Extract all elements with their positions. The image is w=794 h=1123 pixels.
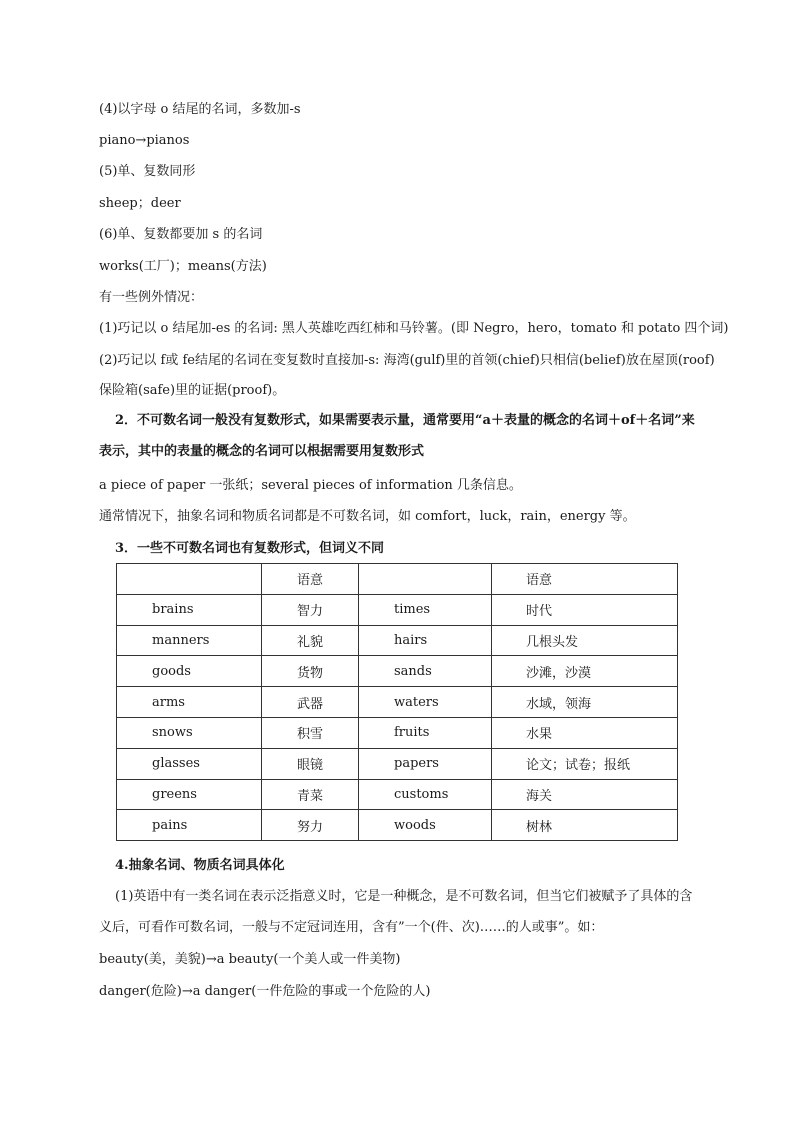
table-cell: brains [117, 594, 262, 625]
table-cell: sands [359, 656, 492, 687]
table-cell: papers [359, 748, 492, 779]
table-row [117, 810, 678, 841]
text-line-l17: (1)英语中有一类名词在表示泛指意义时，它是一种概念，是不可数名词，但当它们被赋予了具体的含 [115, 889, 693, 904]
table-row [117, 779, 678, 810]
table-cell: 语意 [262, 564, 359, 595]
text-line-l11: 2．不可数名词一般没有复数形式，如果需要表示量，通常要用“a＋表量的概念的名词＋of＋名词”来 [115, 413, 695, 428]
table-cell: 水果 [492, 717, 678, 748]
table-cell: 时代 [492, 594, 678, 625]
text-line-l14: 通常情况下，抽象名词和物质名词都是不可数名词，如 comfort，luck，rain，energy 等。 [99, 509, 636, 524]
table-cell [117, 564, 262, 595]
table-cell: 青菜 [262, 779, 359, 810]
text-line-l20: danger(危险)→a danger(一件危险的事或一个危险的人) [99, 984, 431, 999]
table-cell: glasses [117, 748, 262, 779]
text-line-l4: sheep；deer [99, 196, 181, 211]
table-cell: 积雪 [262, 717, 359, 748]
table-cell: 树林 [492, 810, 678, 841]
table-cell: waters [359, 687, 492, 718]
table-cell: pains [117, 810, 262, 841]
table-row [117, 656, 678, 687]
table-cell [359, 564, 492, 595]
text-line-l19: beauty(美，美貌)→a beauty(一个美人或一件美物) [99, 952, 401, 967]
text-line-l9: (2)巧记以 f或 fe结尾的名词在变复数时直接加-s: 海湾(gulf)里的首领(chief)只相信(belief)放在屋顶(roof) [99, 353, 715, 368]
table-cell: 沙滩，沙漠 [492, 656, 678, 687]
table-cell: 论文；试卷；报纸 [492, 748, 678, 779]
table-cell: times [359, 594, 492, 625]
word-meaning-table [116, 563, 678, 841]
text-line-l18: 义后，可看作可数名词，一般与不定冠词连用，含有”一个(件、次)……的人或事”。如： [99, 920, 604, 935]
text-line-l2: piano→pianos [99, 133, 190, 148]
table-cell: 货物 [262, 656, 359, 687]
text-line-l5: (6)单、复数都要加 s 的名词 [99, 227, 263, 242]
text-line-l7: 有一些例外情况： [99, 290, 204, 305]
table-cell: fruits [359, 717, 492, 748]
text-line-l12: 表示，其中的表量的概念的名词可以根据需要用复数形式 [99, 444, 425, 459]
table-header-row [117, 564, 678, 595]
table-cell: arms [117, 687, 262, 718]
text-line-l13: a piece of paper 一张纸；several pieces of information 几条信息。 [99, 478, 522, 493]
table-row [117, 717, 678, 748]
table-cell: customs [359, 779, 492, 810]
text-line-l10: 保险箱(safe)里的证据(proof)。 [99, 383, 286, 398]
table-row [117, 687, 678, 718]
table-cell: 努力 [262, 810, 359, 841]
table-cell: 眼镜 [262, 748, 359, 779]
text-line-l3: (5)单、复数同形 [99, 164, 196, 179]
table-cell: greens [117, 779, 262, 810]
text-line-l15: 3．一些不可数名词也有复数形式，但词义不同 [115, 541, 385, 556]
table-cell: manners [117, 625, 262, 656]
table-cell: woods [359, 810, 492, 841]
table-cell: 水域，领海 [492, 687, 678, 718]
table-row [117, 594, 678, 625]
table-cell: 智力 [262, 594, 359, 625]
table-cell: hairs [359, 625, 492, 656]
text-line-l16: 4.抽象名词、物质名词具体化 [115, 858, 285, 873]
table-row [117, 625, 678, 656]
table-cell: goods [117, 656, 262, 687]
table-cell: 礼貌 [262, 625, 359, 656]
table-cell: 海关 [492, 779, 678, 810]
table-cell: 语意 [492, 564, 678, 595]
text-line-l8: (1)巧记以 o 结尾加-es 的名词: 黑人英雄吃西红柿和马铃薯。(即 Negro，hero，tomato 和 potato 四个词) [99, 321, 729, 336]
text-line-l6: works(工厂)；means(方法) [99, 259, 267, 274]
table-cell: 几根头发 [492, 625, 678, 656]
table-cell: 武器 [262, 687, 359, 718]
table-row [117, 748, 678, 779]
text-line-l1: (4)以字母 o 结尾的名词，多数加-s [99, 102, 301, 117]
table-cell: snows [117, 717, 262, 748]
